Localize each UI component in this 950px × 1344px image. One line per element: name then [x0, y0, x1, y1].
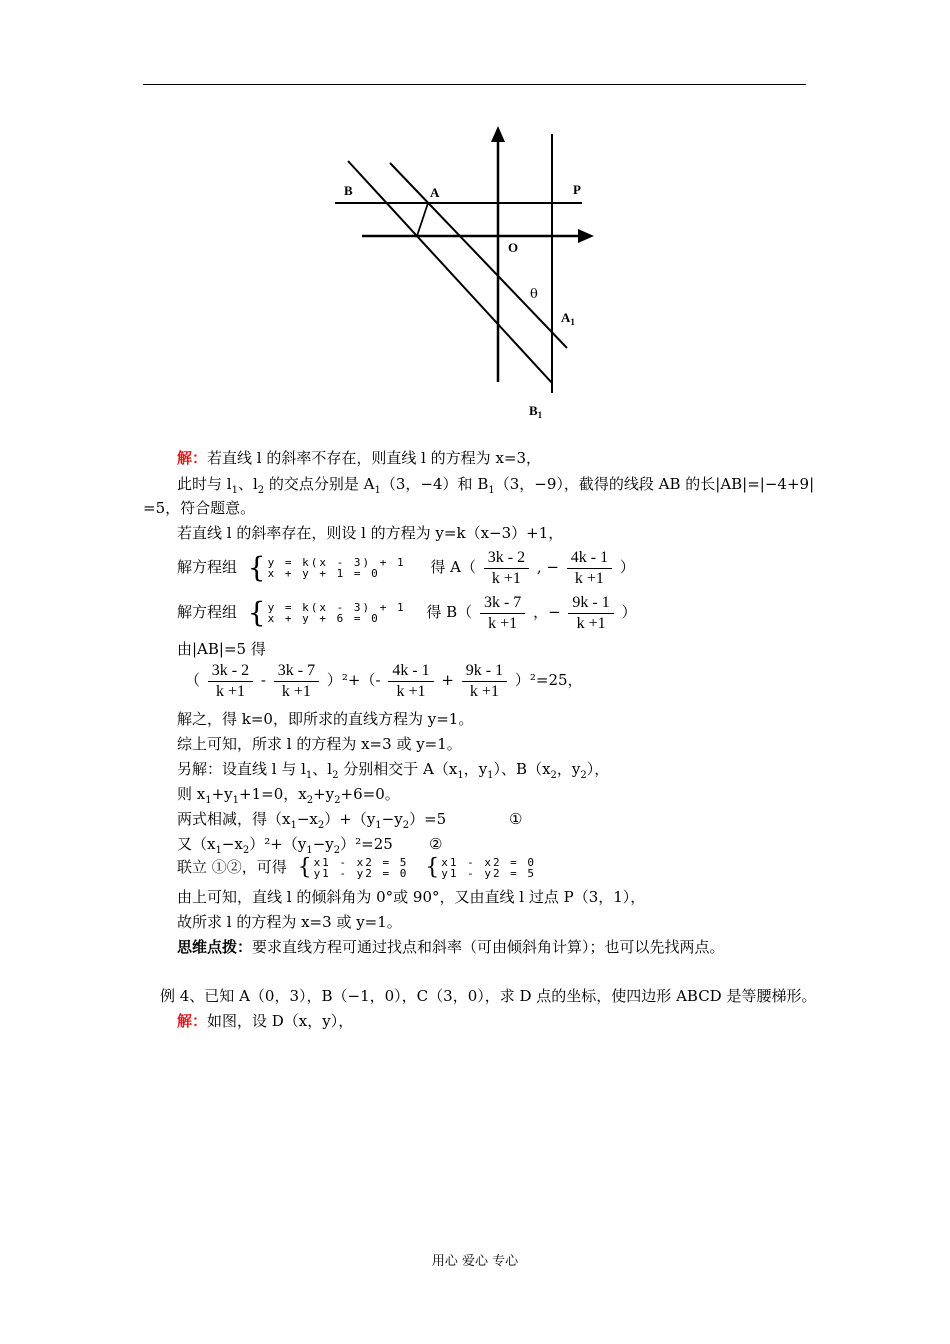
- header-rule: [143, 84, 806, 85]
- system-brace-3: { x1 - x2 = 5 y1 - y2 = 0: [297, 855, 409, 880]
- segment-ab: [417, 203, 428, 236]
- equation-mark-1: ①: [509, 810, 523, 828]
- system-brace-4: { x1 - x2 = 0 y1 - y2 = 5: [425, 855, 537, 880]
- para-solution-1: 解：若直线 l 的斜率不存在，则直线 l 的方程为 x=3，: [177, 449, 542, 467]
- equation-distance: （ $\frac{3k - 2}{k +1}$ - $\frac{3k - 7}{k +1}$ ）²+（- $\frac{4k - 1}{k +1}$ + $\frac{9k - 1}{k +1}$ ）²=25，: [185, 661, 583, 700]
- para-summary: 综上可知，所求 l 的方程为 x=3 或 y=1。: [177, 735, 462, 753]
- para-combine: 联立 ①②，可得 { x1 - x2 = 5 y1 - y2 = 0 { x1 - x2 = 0 y1 - y2 = 5: [177, 855, 537, 880]
- figure-svg: [320, 118, 620, 428]
- para-solve-k: 解之，得 k=0，即所求的直线方程为 y=1。: [177, 710, 474, 728]
- para-solution-2: 解：如图，设 D（x，y），: [177, 1012, 354, 1030]
- para-slope-exists: 若直线 l 的斜率存在，则设 l 的方程为 y=k（x−3）+1，: [177, 524, 564, 542]
- system-brace-2: { y = k(x - 3) + 1 x + y + 6 = 0: [247, 596, 406, 629]
- para-alt-solution: 另解：设直线 l 与 $l_1$、$l_2$ 分别相交于 $A(x_1$，$y_1$）、$B(x_2$，$y_2$），: [177, 760, 610, 781]
- equation-system-a: 解方程组 { y = k(x - 3) + 1 x + y + 1 = 0 得 A（ $\frac{3k - 2}{k +1}$ , − $\frac{4k - 1}{k +1}$ ）: [177, 548, 635, 587]
- geometry-figure: [320, 118, 620, 428]
- page-footer: 用心 爱心 专心: [431, 1254, 519, 1269]
- para-subtract: 两式相减，得$(x_1-x_2)+(y_1-y_2)=5$ ①: [177, 810, 523, 831]
- solution-label: 解：: [177, 449, 208, 467]
- label-theta: θ: [530, 287, 538, 302]
- line-l1: [390, 163, 567, 348]
- label-b: B: [344, 183, 353, 198]
- label-a1: $A_1$: [561, 310, 575, 327]
- label-b1: $B_1$: [529, 403, 543, 420]
- para-line-equations: 则 $x_1+y_1+1=0$，$x_2+y_2+6=0$。: [177, 785, 400, 806]
- label-a: A: [430, 185, 440, 200]
- para-inclination: 由上可知，直线 l 的倾斜角为 0°或 90°，又由直线 l 过点 P（3，1），: [177, 888, 646, 906]
- para-example-4: 例 4、已知 A（0，3），B（−1，0），C（3，0），求 D 点的坐标，使四边形 ABCD 是等腰梯形。: [160, 987, 817, 1005]
- y-axis-arrow: [491, 126, 505, 142]
- equation-system-b: 解方程组 { y = k(x - 3) + 1 x + y + 6 = 0 得 B（ $\frac{3k - 7}{k +1}$ ，− $\frac{9k - 1}{k +1}$ ）: [177, 593, 637, 632]
- system-brace-1: { y = k(x - 3) + 1 x + y + 1 = 0: [247, 551, 406, 584]
- para-conclusion: 故所求 l 的方程为 x=3 或 y=1。: [177, 913, 402, 931]
- line-l2: [348, 161, 552, 383]
- label-p: P: [573, 182, 581, 197]
- solution-label-2: 解：: [177, 1012, 208, 1030]
- para-intersections-cont: =5，符合题意。: [143, 499, 256, 517]
- para-ab-equals-5: 由|AB|=5 得: [177, 640, 266, 658]
- para-thinking-tip: 思维点拨：要求直线方程可通过找点和斜率（可由倾斜角计算）；也可以先找两点。: [177, 938, 725, 956]
- para-intersections: 此时与 $l_1$、$l_2$ 的交点分别是 $A_1(3$，−4）和 $B_1(3$，−9），截得的线段 AB 的长|AB|=|−4+9|: [177, 475, 815, 496]
- tip-label: 思维点拨：: [177, 938, 253, 956]
- x-axis-arrow: [578, 229, 594, 243]
- label-o: O: [508, 240, 519, 255]
- para-distance-squared: 又$(x_1-x_2)^2+(y_1-y_2)^2=25$ ②: [177, 835, 443, 856]
- equation-mark-2: ②: [429, 835, 443, 853]
